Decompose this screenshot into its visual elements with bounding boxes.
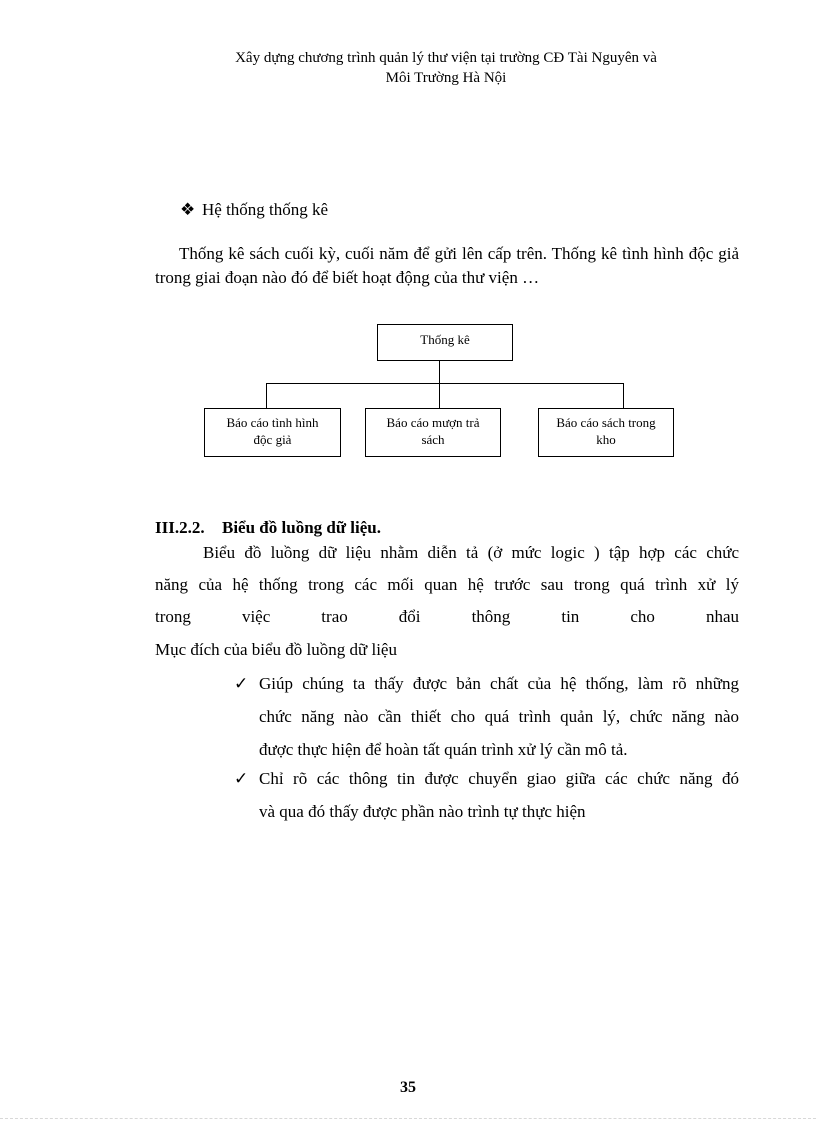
subsection-title: Biểu đồ luồng dữ liệu. <box>222 518 382 537</box>
list-item-line: và qua đó thấy được phần nào trình tự thực hiện <box>259 802 586 821</box>
statistics-paragraph <box>155 242 739 290</box>
diagram-child-box <box>538 408 674 457</box>
diamond-bullet-icon: ❖ <box>180 200 196 219</box>
dfd-paragraph-line: năng của hệ thống trong các mối quan hệ trước sau trong quá trình xử lý <box>155 575 739 594</box>
list-item-line: được thực hiện để hoàn tất quán trình xử lý cần mô tả. <box>259 740 628 759</box>
connector-root-vertical <box>439 361 440 383</box>
header-line-1: Xây dựng chương trình quản lý thư viện tại trường CĐ Tài Nguyên và <box>235 50 657 66</box>
purpose-label: Mục đích của biểu đồ luồng dữ liệu <box>155 640 397 659</box>
diagram-child-label: kho <box>596 432 616 447</box>
dfd-paragraph-line: Biểu đồ luồng dữ liệu nhằm diễn tả (ở mức logic ) tập hợp các chức <box>203 543 739 562</box>
statistics-paragraph-text: Thống kê sách cuối kỳ, cuối năm để gửi lên cấp trên. Thống kê tình hình độc giả trong giai đoạn nào đó để biết hoạt động của thư viện … <box>155 244 739 287</box>
section-heading <box>180 199 328 221</box>
diagram-child-box <box>365 408 501 457</box>
diagram-child-label: Báo cáo sách trong <box>556 415 656 430</box>
dfd-paragraph-line: trong việc trao đổi thông tin cho nhau <box>155 607 739 626</box>
diagram-child-box <box>204 408 341 457</box>
diagram-child-label: Báo cáo tình hình <box>226 415 319 430</box>
footer-divider <box>0 1118 816 1119</box>
diagram-child-label: sách <box>421 432 445 447</box>
header-line-2: Môi Trường Hà Nội <box>385 70 507 86</box>
page-number: 35 <box>400 1079 416 1096</box>
diagram-root-label: Thống kê <box>420 332 470 347</box>
section-title: Hệ thống thống kê <box>202 200 329 219</box>
list-item-line: Chỉ rõ các thông tin được chuyển giao giữa các chức năng đó <box>259 769 739 788</box>
list-item-line: chức năng nào cần thiết cho quá trình quản lý, chức năng nào <box>259 707 739 726</box>
connector-left <box>266 383 267 408</box>
checkmark-icon: ✓ <box>234 769 249 788</box>
subsection-number: III.2.2. <box>155 518 205 537</box>
checkmark-icon: ✓ <box>234 674 249 693</box>
diagram-child-label: độc giả <box>253 432 292 447</box>
list-item-line: Giúp chúng ta thấy được bản chất của hệ thống, làm rõ những <box>259 674 739 693</box>
list-item <box>234 667 739 766</box>
connector-middle <box>439 383 440 408</box>
connector-right <box>623 383 624 408</box>
diagram-root-box <box>377 324 513 361</box>
diagram-child-label: Báo cáo mượn trả <box>386 415 480 430</box>
connector-horizontal <box>266 383 624 384</box>
list-item <box>234 762 739 828</box>
page-header <box>160 48 732 88</box>
subsection-heading <box>155 517 381 539</box>
